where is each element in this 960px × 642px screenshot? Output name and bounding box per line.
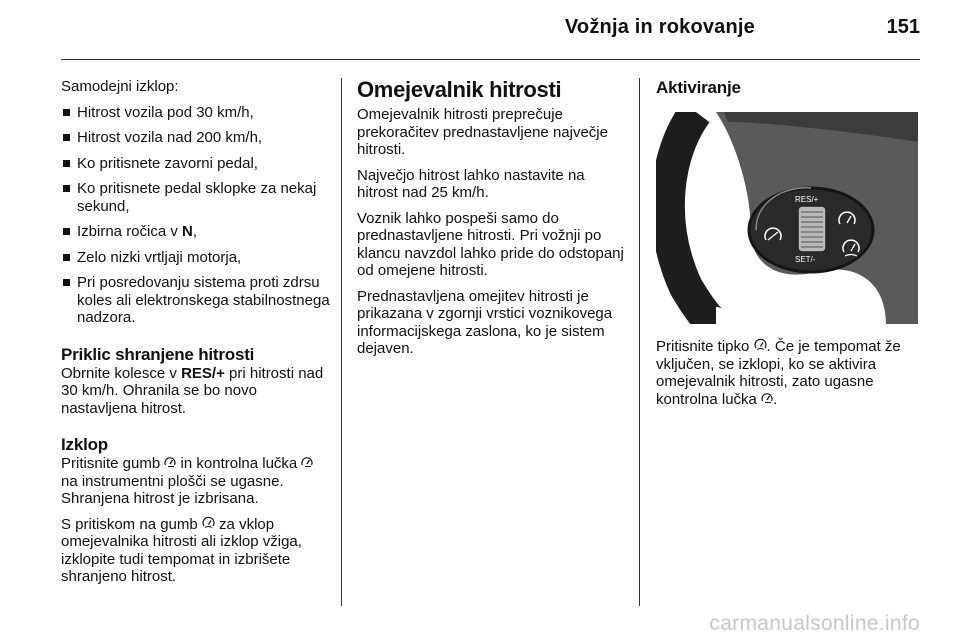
section-heading-speed-limiter: Omejevalnik hitrosti bbox=[357, 77, 562, 102]
column-divider-1 bbox=[341, 78, 342, 606]
auto-off-intro: Samodejni izklop: bbox=[61, 78, 179, 95]
speed-limiter-icon bbox=[754, 338, 767, 356]
stored-speed-text bbox=[61, 365, 331, 418]
watermark: carmanualsonline.info bbox=[709, 612, 920, 635]
gear-position-n: N bbox=[182, 223, 193, 240]
text: in kontrolna lučka bbox=[176, 455, 302, 472]
list-item: Pri posredovanju sistema proti zdrsu koles ali elektronskega stabilnostnega nadzora. bbox=[61, 274, 331, 327]
text: za vklop omejevalnika hitrosti ali izklop vžiga, izklopite tudi tempomat in izbrišete shranjeno hitrost. bbox=[61, 515, 302, 585]
off-text-1 bbox=[61, 455, 331, 508]
off-text-2 bbox=[61, 516, 331, 586]
steering-wheel-illustration bbox=[656, 112, 918, 324]
text: Obrnite kolesce v bbox=[61, 364, 182, 382]
speed-limiter-icon bbox=[202, 516, 215, 534]
list-item-text: Izbirna ročica v bbox=[77, 223, 183, 240]
list-item: Ko pritisnete pedal sklopke za nekaj sekund, bbox=[61, 180, 331, 215]
list-item bbox=[61, 223, 331, 241]
text: S pritiskom na gumb bbox=[61, 515, 202, 533]
list-item: Zelo nizki vrtljaji motorja, bbox=[61, 249, 331, 267]
page-number: 151 bbox=[886, 16, 920, 38]
cruise-control-icon bbox=[761, 391, 773, 409]
column-divider-2 bbox=[639, 78, 640, 606]
column-1 bbox=[61, 78, 331, 594]
paragraph: Prednastavljena omejitev hitrosti je prikazana v zgornji vrstici voznikovega informacijskega zaslona, ko je sistem dejaven. bbox=[357, 287, 613, 357]
header-divider bbox=[61, 59, 920, 60]
section-heading-activation: Aktiviranje bbox=[656, 78, 741, 97]
list-item: Ko pritisnete zavorni pedal, bbox=[61, 155, 331, 173]
activation-text bbox=[656, 338, 920, 408]
paragraph: Omejevalnik hitrosti preprečuje prekoračitev prednastavljene največje hitrosti. bbox=[357, 106, 608, 158]
text: Pritisnite tipko bbox=[656, 338, 754, 355]
res-label: RES/+ bbox=[181, 364, 225, 382]
list-item: Hitrost vozila nad 200 km/h, bbox=[61, 129, 331, 147]
cruise-control-icon bbox=[301, 455, 313, 473]
column-3 bbox=[656, 78, 920, 416]
text: . Če je tempomat že vključen, se izklopi, ko se aktivira omejevalnik hitrosti, zato ugasne kontrolna lučka bbox=[656, 338, 901, 408]
text: . bbox=[773, 390, 778, 408]
res-button-label: RES/+ bbox=[795, 195, 819, 204]
running-header: Vožnja in rokovanje bbox=[564, 16, 755, 38]
paragraph: Voznik lahko pospeši samo do prednastavljene hitrosti. Pri vožnji po klancu navzdol lahko pride do odstopanj od omejene hitrosti. bbox=[357, 209, 624, 279]
column-2 bbox=[357, 78, 625, 366]
list-item-text: , bbox=[192, 223, 198, 240]
cruise-control-icon bbox=[164, 455, 176, 473]
text: pri hitrosti nad 30 km/h. Ohranila se bo novo nastavljena hitrost. bbox=[61, 364, 324, 417]
paragraph: Največjo hitrost lahko nastavite na hitrost nad 25 km/h. bbox=[357, 166, 585, 201]
steering-wheel-figure bbox=[656, 112, 918, 324]
list-item: Hitrost vozila pod 30 km/h, bbox=[61, 104, 331, 122]
section-heading-off: Izklop bbox=[61, 435, 108, 454]
auto-off-list bbox=[61, 104, 331, 327]
text: Pritisnite gumb bbox=[61, 455, 165, 472]
section-heading-stored-speed: Priklic shranjene hitrosti bbox=[61, 344, 255, 364]
text: na instrumentni plošči se ugasne. Shranjena hitrost je izbrisana. bbox=[61, 472, 284, 507]
set-button-label: SET/- bbox=[795, 255, 816, 264]
